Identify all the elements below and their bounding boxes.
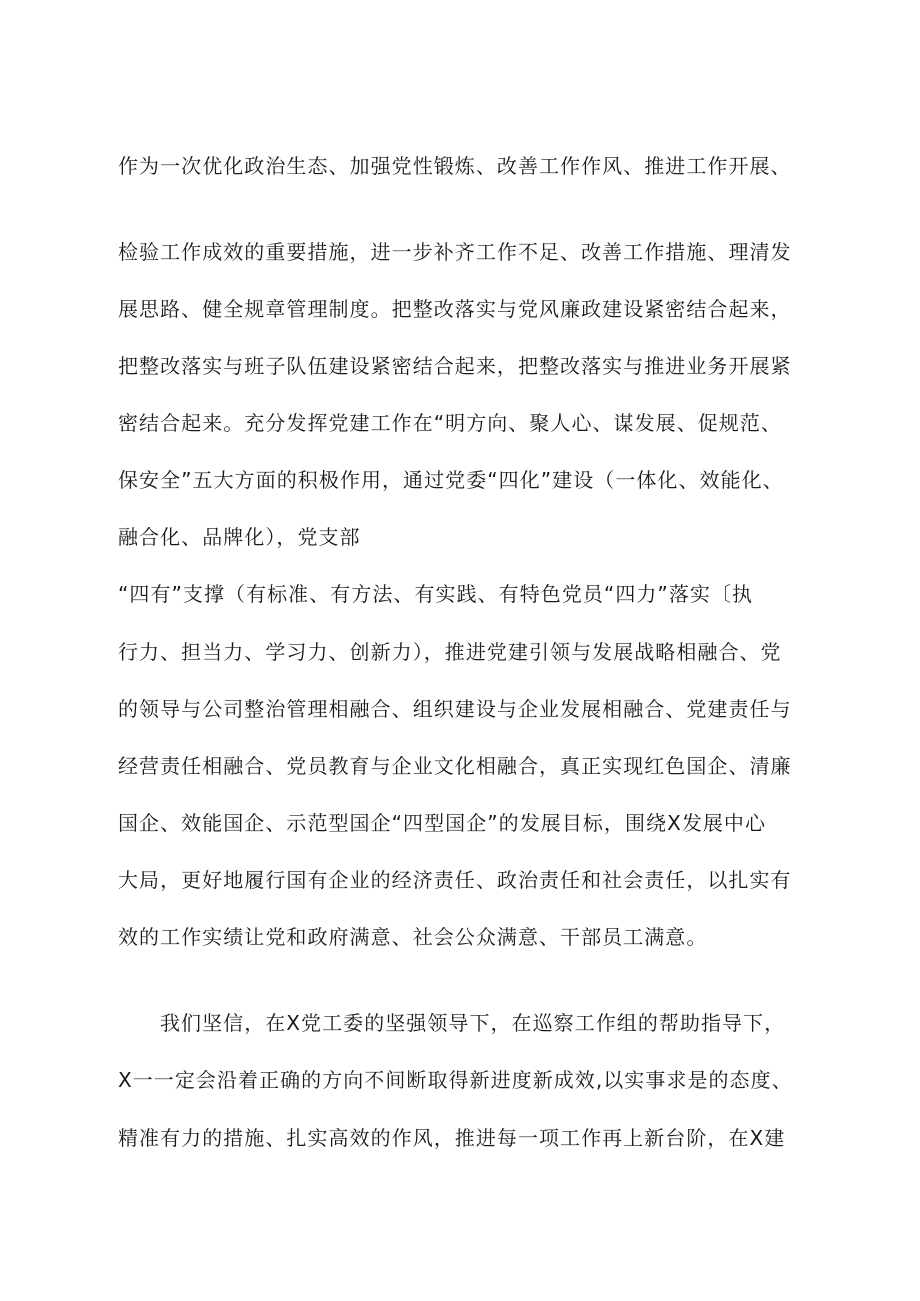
text-line-16: X一一定会沿着正确的方向不间断取得新进度新成效,以实事求是的态度、	[118, 1068, 793, 1092]
text-line-17: 精准有力的措施、扎实高效的作风，推进每一项工作再上新台阶，在X建	[118, 1126, 786, 1150]
text-line-13: 大局，更好地履行国有企业的经济责任、政治责任和社会责任，以扎实有	[118, 868, 792, 892]
text-line-3: 展思路、健全规章管理制度。把整改落实与党风廉政建设紧密结合起来，	[118, 297, 792, 321]
text-line-2: 检验工作成效的重要措施，进一步补齐工作不足、改善工作措施、理清发	[118, 240, 792, 264]
text-line-8: “四有”支撑（有标准、有方法、有实践、有特色党员“四力”落实〔执	[118, 582, 754, 606]
text-line-5: 密结合起来。充分发挥党建工作在“明方向、聚人心、谋发展、促规范、	[118, 411, 782, 435]
text-line-6: 保安全”五大方面的积极作用，通过党委“四化”建设（一体化、效能化、	[118, 468, 784, 492]
text-line-14: 效的工作实绩让党和政府满意、社会公众满意、干部员工满意。	[118, 925, 708, 949]
text-line-7: 融合化、品牌化），党支部	[118, 525, 361, 549]
text-line-1: 作为一次优化政治生态、加强党性锻炼、改善工作作风、推进工作开展、	[118, 154, 792, 178]
text-line-4: 把整改落实与班子队伍建设紧密结合起来，把整改落实与推进业务开展紧	[118, 354, 792, 378]
text-line-15: 我们坚信，在X党工委的坚强领导下，在巡察工作组的帮助指导下，	[160, 1011, 786, 1035]
text-line-9: 行力、担当力、学习力、创新力），推进党建引领与发展战略相融合、党	[118, 640, 782, 664]
text-line-10: 的领导与公司整治管理相融合、组织建设与企业发展相融合、党建责任与	[118, 697, 792, 721]
text-line-12: 国企、效能国企、示范型国企“四型国企”的发展目标，围绕X发展中心	[118, 811, 767, 835]
text-line-11: 经营责任相融合、党员教育与企业文化相融合，真正实现红色国企、清廉	[118, 754, 792, 778]
